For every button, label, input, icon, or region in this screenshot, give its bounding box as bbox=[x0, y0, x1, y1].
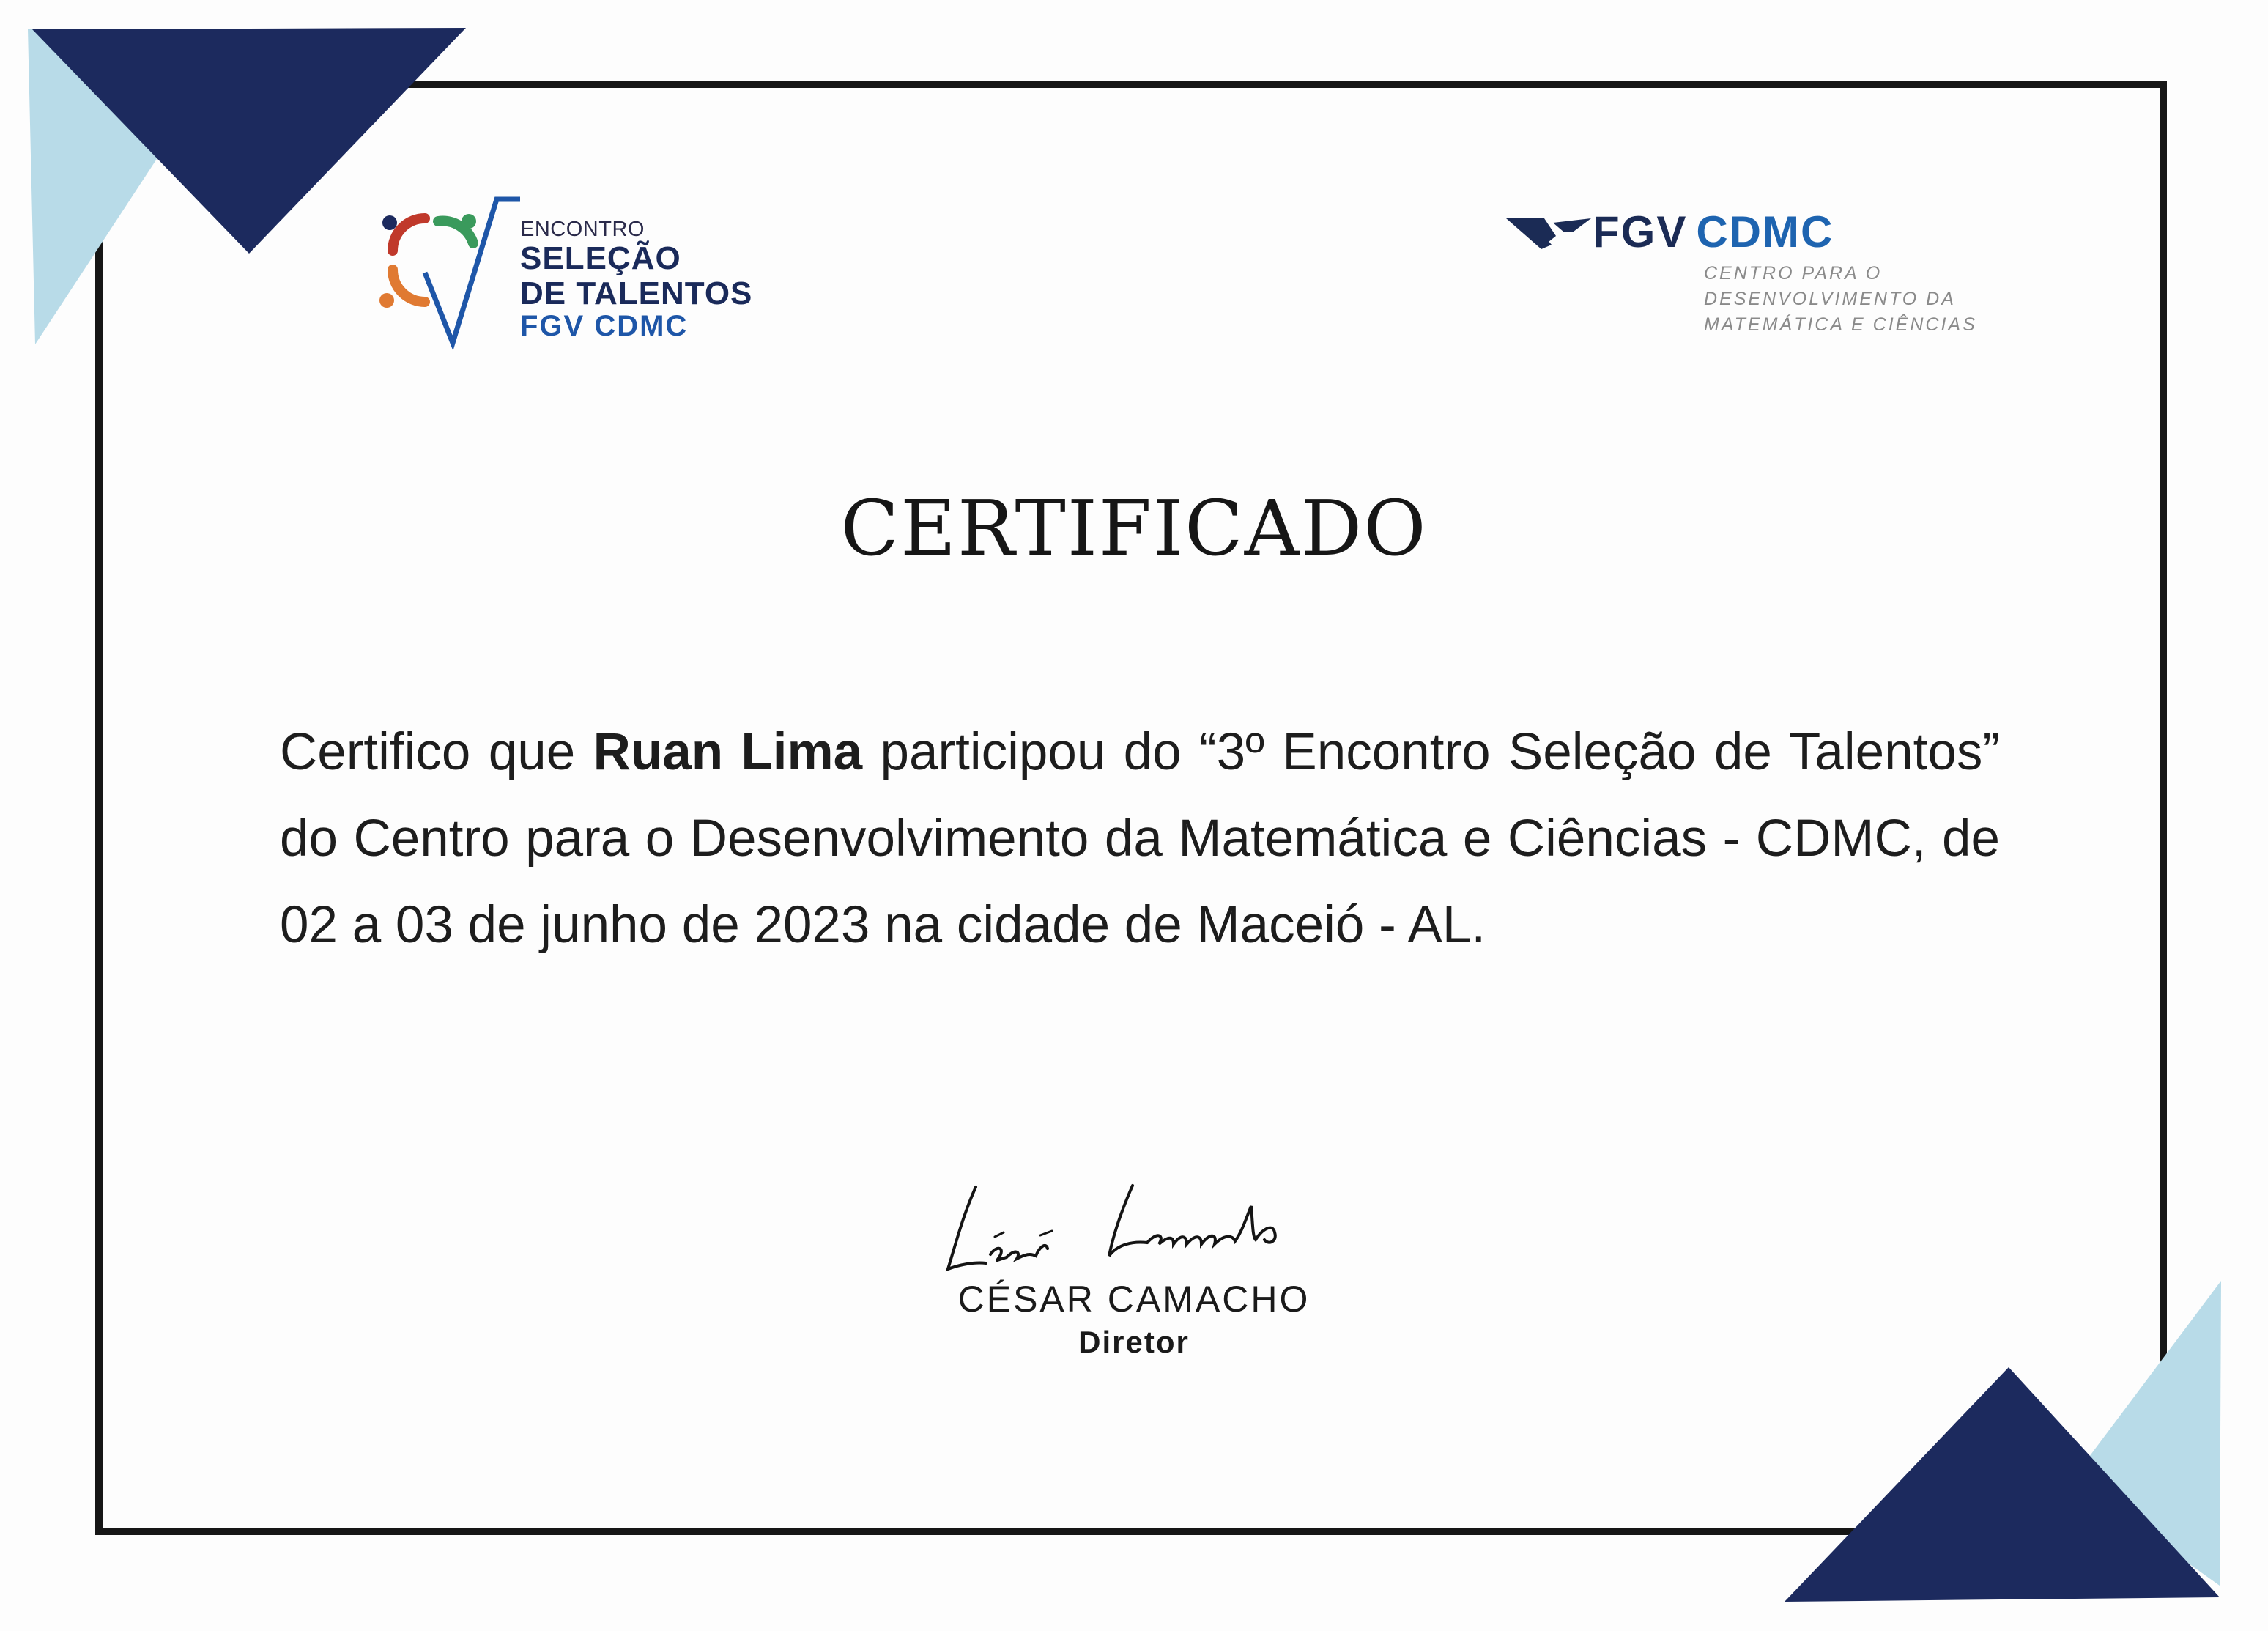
statement-text: participou do “3º Encontro Seleção de Talentos” do Centro para o Desenvolvimento da Matemática e Ciências - CDMC, de 02 a 03 de junho de 2023 na cidade de Maceió - AL. bbox=[280, 723, 2000, 954]
statement-intro: Certifico que bbox=[280, 723, 576, 781]
cdmc-subtitle-line-2: DESENVOLVIMENTO DA bbox=[1704, 289, 1956, 309]
fgv-cdmc-title bbox=[1593, 207, 1834, 257]
signer-role: Diretor bbox=[1078, 1325, 1190, 1359]
fgv-cdmc-logo bbox=[1502, 207, 2029, 346]
brand-cdmc: CDMC bbox=[1696, 207, 1834, 256]
cdmc-subtitle-line-1: CENTRO PARA O bbox=[1704, 263, 1883, 284]
cdmc-subtitle bbox=[1704, 261, 1977, 338]
selecao-talentos-emblem-icon bbox=[374, 192, 520, 353]
certificate-title: CERTIFICADO bbox=[840, 484, 1428, 573]
signer-name: CÉSAR CAMACHO bbox=[957, 1279, 1311, 1320]
certificate-statement bbox=[280, 709, 2000, 969]
cdmc-subtitle-line-3: MATEMÁTICA E CIÊNCIAS bbox=[1704, 314, 1977, 335]
brand-fgv: FGV bbox=[1593, 207, 1688, 256]
logo-encontro: ENCONTRO bbox=[520, 218, 645, 241]
director-signature bbox=[930, 1172, 1341, 1282]
logo-talentos: DE TALENTOS bbox=[520, 275, 753, 311]
encontro-selecao-logo bbox=[374, 192, 769, 353]
fgv-chevron-icon bbox=[1506, 218, 1591, 262]
participant-name: Ruan Lima bbox=[593, 723, 863, 781]
logo-selecao: SELEÇÃO bbox=[520, 240, 681, 277]
selecao-logo-text bbox=[520, 218, 752, 343]
logo-fgv-cdmc: FGV CDMC bbox=[520, 310, 689, 343]
